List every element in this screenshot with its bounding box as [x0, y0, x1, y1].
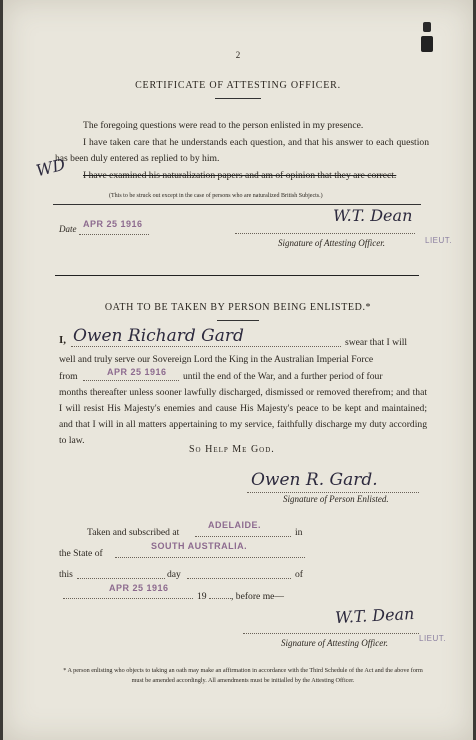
subscribed-signature-caption: Signature of Attesting Officer.: [281, 638, 388, 648]
certificate-title: CERTIFICATE OF ATTESTING OFFICER.: [135, 80, 341, 91]
month-line: [187, 578, 291, 579]
year-prefix: 19: [197, 591, 207, 602]
certificate-para-1: The foregoing questions were read to the person enlisted in my presence.: [83, 120, 364, 131]
strike-note: (This to be struck out except in the case of persons who are naturalized British Subjects.): [109, 193, 323, 199]
place-stamp: ADELAIDE.: [208, 520, 262, 530]
state-line: [115, 557, 305, 558]
title-divider: [215, 98, 261, 99]
oath-line-2: well and truly serve our Sovereign Lord the King in the Australian Imperial Force: [59, 354, 374, 365]
of-label: of: [295, 569, 303, 580]
taken-label: Taken and subscribed at: [87, 527, 180, 538]
subscribed-officer-signature: W.T. Dean: [334, 603, 415, 628]
place-line: [195, 536, 291, 537]
from-date-stamp: APR 25 1916: [107, 367, 167, 377]
enlistee-name: Owen Richard Gard: [73, 326, 244, 346]
state-label: the State of: [59, 548, 103, 559]
this-label: this: [59, 569, 73, 580]
oath-rest: months thereafter unless sooner lawfully discharged, dismissed or removed therefrom; and that I will resist His Majesty's enemies and cause His Majesty's peace to be kept and maintained; and that I will in all matters appertaining to my service, faithfully discharge my duty according to law.: [59, 387, 427, 446]
oath-i-label: I,: [59, 334, 67, 346]
from-date-line: [83, 380, 179, 381]
before-me: , before me—: [231, 591, 285, 602]
oath-title: OATH TO BE TAKEN BY PERSON BEING ENLISTED.*: [104, 302, 372, 313]
oath-after-date: until the end of the War, and a further period of four: [183, 371, 383, 382]
officer-signature-line: [235, 233, 415, 234]
officer-signature: W.T. Dean: [333, 206, 413, 225]
date-stamp: APR 25 1916: [83, 219, 143, 229]
so-help-me-god: So Help Me God.: [189, 444, 275, 455]
binder-mark: [423, 22, 431, 32]
enlistee-signature-caption: Signature of Person Enlisted.: [283, 494, 389, 504]
enlistee-signature-line: [247, 492, 419, 493]
page-number: 2: [235, 50, 241, 60]
subscribed-rank-stamp: LIEUT.: [419, 634, 447, 643]
subscribed-date-stamp: APR 25 1916: [109, 583, 169, 593]
oath-swear: swear that I will: [345, 337, 408, 348]
year-line: [63, 598, 193, 599]
state-stamp: SOUTH AUSTRALIA.: [151, 541, 248, 551]
divider-line: [53, 204, 421, 205]
from-label: from: [59, 371, 78, 382]
name-line: [71, 346, 341, 347]
day-line: [77, 578, 165, 579]
section-divider: [55, 275, 419, 276]
rank-stamp: LIEUT.: [425, 236, 453, 245]
date-label: Date: [59, 224, 77, 234]
document-page: [3, 0, 473, 740]
in-label: in: [295, 527, 303, 538]
oath-divider: [217, 320, 259, 321]
year-suffix-line: [209, 598, 231, 599]
officer-signature-caption: Signature of Attesting Officer.: [278, 238, 385, 248]
certificate-para-2: I have taken care that he understands each question, and that his answer to each question has been duly entered as replied to by him.: [55, 137, 429, 164]
naturalization-struck-text: I have examined his naturalization papers and am of opinion that they are correct.: [83, 170, 397, 181]
enlistee-signature: Owen R. Gard.: [251, 470, 378, 490]
day-label: day: [167, 569, 181, 580]
margin-initials: WD: [34, 154, 68, 181]
date-line: [79, 234, 149, 235]
subscribed-signature-line: [243, 633, 419, 634]
footnote: * A person enlisting who objects to taking an oath may make an affirmation in accordance with the Third Schedule of the Act and the above form must be amended accordingly. All amendments must be initialled by the Attesting Officer.: [63, 667, 423, 684]
